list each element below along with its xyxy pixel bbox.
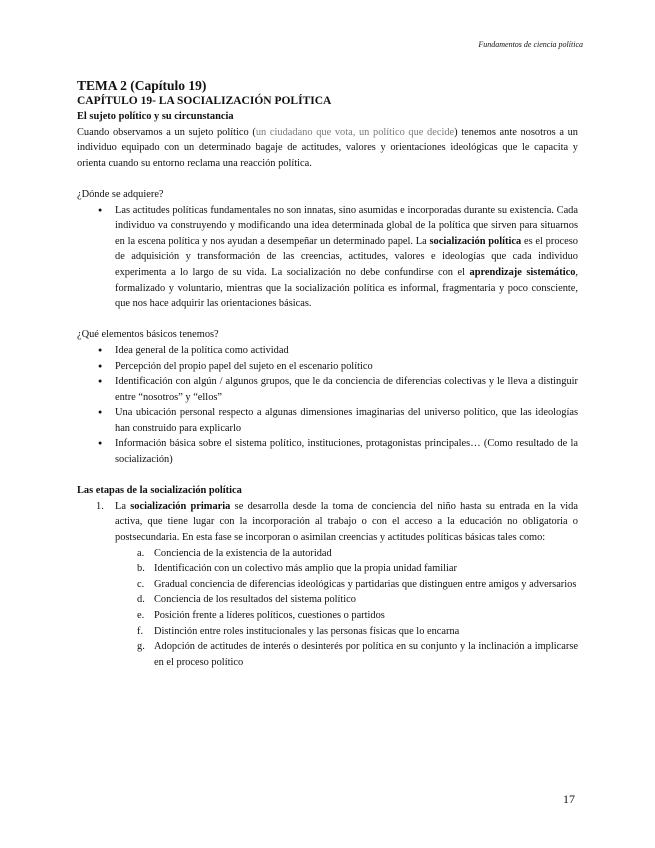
bullet-text-a: Las actitudes políticas fundamentales no son innatas, sino asumidas e incorporadas durante su existencia. Cada individuo va construyendo y modificando una idea determinada global de la política que sirven para situarnos en la escena política y nos ayudan a desempeñar un determinado papel. La (115, 204, 578, 247)
item-letter: c. (137, 578, 145, 590)
list-item (137, 639, 578, 670)
list-item: ● Percepción del propio papel del sujeto en el escenario político (115, 359, 578, 375)
term-socializacion-politica: socialización política (429, 235, 522, 247)
chapter-title: CAPÍTULO 19- LA SOCIALIZACIÓN POLÍTICA (77, 95, 332, 107)
question-donde: ¿Dónde se adquiere? (77, 188, 164, 200)
page-number: 17 (563, 792, 575, 806)
list-item (137, 577, 578, 593)
primaria-text-a: La (115, 500, 131, 512)
item-letter: d. (137, 594, 145, 606)
item-letter: a. (137, 547, 145, 559)
item-text: Posición frente a líderes políticos, cuestiones o partidos (154, 610, 385, 621)
list-item (137, 592, 578, 608)
donde-list (77, 203, 578, 312)
intro-example-text: un ciudadano que vota, un político que decide (255, 126, 455, 138)
page-title: TEMA 2 (Capítulo 19) (77, 78, 207, 93)
list-item (96, 499, 578, 671)
primaria-text-b: se desarrolla desde la toma de conciencia del niño hasta su entrada en la vida activa, que tiene lugar con la incorporación al trabajo o con el acceso a la educación no obligatoria o postsecundaria. En esta fase se incorporan o asimilan creencias y actitudes políticas básicas tales como: (115, 500, 578, 544)
list-item (137, 561, 578, 577)
list-item (137, 624, 578, 640)
item-number: 1. (96, 500, 104, 512)
question-elementos: ¿Qué elementos básicos tenemos? (77, 329, 219, 341)
list-item: ● Identificación con algún / algunos grupos, que le da conciencia de diferencias colectivas y le lleva a distinguir entre “nosotros” y “ellos” (115, 374, 578, 405)
item-letter: g. (137, 641, 145, 653)
primaria-paragraph (115, 499, 578, 546)
item-letter: e. (137, 610, 145, 621)
page-content (77, 78, 578, 670)
item-text: Conciencia de los resultados del sistema político (154, 594, 356, 606)
intro-text-a: Cuando observamos a un sujeto político ( (77, 126, 256, 138)
list-item (137, 608, 578, 624)
etapas-list (77, 499, 578, 671)
bullet-text-b: es el proceso de adquisición y transformación de las creencias, actitudes, valores e ideologías que cada individuo experimenta a lo largo de su vida. La socialización no debe confundirse con el (115, 235, 578, 278)
item-text: Distinción entre roles institucionales y las personas físicas que lo encarna (154, 625, 460, 637)
item-text: Identificación con un colectivo más amplio que la propia unidad familiar (154, 563, 457, 575)
term-aprendizaje-sistematico: aprendizaje sistemático (469, 266, 576, 278)
item-letter: b. (137, 563, 145, 575)
list-item: ● Una ubicación personal respecto a algunas dimensiones imaginarias del universo político, que las ideologías han construido para explicarlo (115, 405, 578, 436)
section-heading-sujeto: El sujeto político y su circunstancia (77, 111, 234, 122)
elementos-list (77, 343, 578, 468)
list-item (137, 546, 578, 562)
item-letter: f. (137, 625, 144, 637)
bullet-text-c: , formalizado y voluntario, mientras que la socialización política es informal, fragmentaria y poco consciente, que nos hace adquirir las orientaciones básicas. (115, 266, 579, 310)
list-item: ● Información básica sobre el sistema político, instituciones, protagonistas principales… (Como resultado de la socialización) (115, 436, 578, 467)
intro-paragraph (77, 125, 578, 172)
list-item: ● Idea general de la política como actividad (115, 343, 578, 359)
intro-text-b: ) tenemos ante nosotros a un individuo equipado con un determinado bagaje de actitudes, valores y orientaciones ideológicas que le capacita y orienta cuando su entorno reclama una reacción política. (77, 126, 578, 169)
item-text: Conciencia de la existencia de la autoridad (154, 547, 332, 559)
running-header: Fundamentos de ciencia política (478, 40, 583, 49)
term-socializacion-primaria: socialización primaria (130, 500, 231, 512)
item-text: Adopción de actitudes de interés o desinterés por política en su conjunto y la inclinación a implicarse en el proceso político (154, 641, 578, 668)
item-text: Gradual conciencia de diferencias ideológicas y partidarias que distinguen entre amigos y adversarios (154, 578, 577, 590)
list-item (115, 203, 578, 312)
primaria-sublist (115, 546, 578, 671)
section-heading-etapas: Las etapas de la socialización política (77, 485, 242, 497)
